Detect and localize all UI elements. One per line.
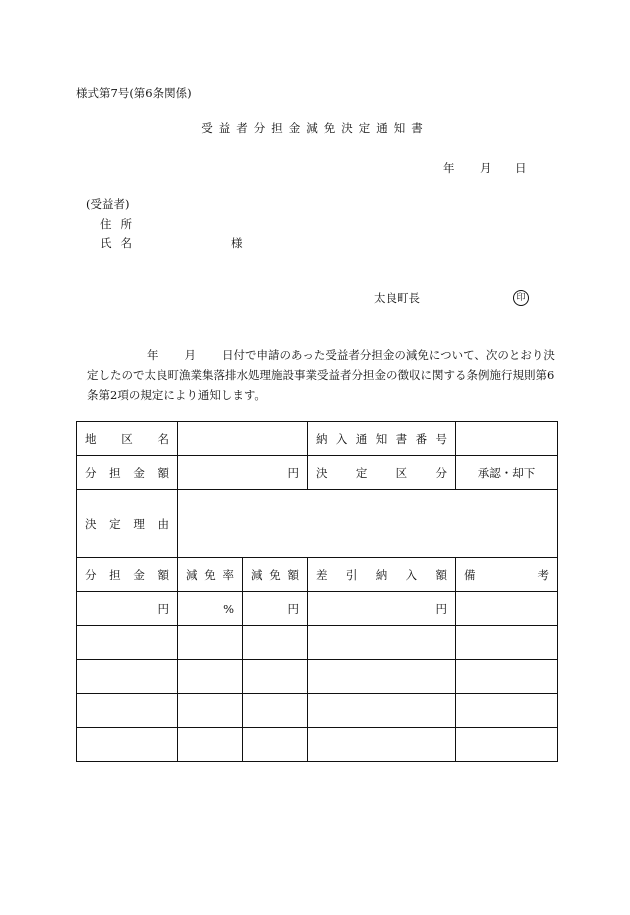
address-label: 住所	[100, 217, 141, 231]
table-header-row	[77, 558, 558, 592]
empty-cell	[77, 660, 178, 694]
decision-category-label: 決定区分	[308, 456, 456, 490]
share-amount-label: 分担金額	[77, 456, 178, 490]
empty-cell	[178, 728, 243, 762]
empty-cell	[308, 694, 456, 728]
col-remarks: 備考	[456, 558, 558, 592]
empty-cell	[243, 728, 308, 762]
col-share-amount: 分担金額	[77, 558, 178, 592]
body-text: 日付で申請のあった受益者分担金の減免について、次のとおり決定したので太良町漁業集落排水処理施設事業受益者分担金の徴収に関する条例施行規則第6条第2項の規定により通知します。	[87, 348, 555, 402]
decision-reason-cell	[178, 490, 558, 558]
table-row	[77, 592, 558, 626]
form-number: 様式第7号(第6条関係)	[76, 86, 192, 100]
empty-cell	[456, 592, 558, 626]
body-month: 月	[184, 348, 196, 362]
empty-cell	[243, 694, 308, 728]
date-year-label: 年	[443, 161, 455, 175]
table-row	[77, 626, 558, 660]
decision-table	[76, 421, 558, 762]
name-label: 氏名	[100, 236, 141, 250]
honorific: 様	[231, 236, 243, 250]
table-row	[77, 694, 558, 728]
empty-cell	[77, 626, 178, 660]
date-day-label: 日	[515, 161, 527, 175]
empty-cell	[77, 694, 178, 728]
empty-cell	[308, 660, 456, 694]
decision-options: 承認・却下	[456, 456, 558, 490]
payment-number-value-cell	[456, 422, 558, 456]
district-value-cell	[178, 422, 308, 456]
empty-cell	[243, 626, 308, 660]
unit-percent: %	[178, 592, 243, 626]
unit-yen: 円	[308, 592, 456, 626]
document-title: 受益者分担金減免決定通知書	[201, 121, 429, 135]
district-label: 地区名	[77, 422, 178, 456]
table-row	[77, 490, 558, 558]
empty-cell	[456, 660, 558, 694]
unit-yen: 円	[243, 592, 308, 626]
empty-cell	[178, 660, 243, 694]
empty-cell	[456, 626, 558, 660]
seal-mark: 印	[513, 290, 529, 306]
decision-reason-label: 決定理由	[77, 490, 178, 558]
empty-cell	[456, 694, 558, 728]
table-row	[77, 456, 558, 490]
date-month-label: 月	[480, 161, 492, 175]
notice-body	[87, 345, 557, 405]
empty-cell	[308, 728, 456, 762]
issuer-name: 太良町長	[374, 291, 420, 305]
col-reduction-rate: 減免率	[178, 558, 243, 592]
empty-cell	[308, 626, 456, 660]
empty-cell	[178, 626, 243, 660]
recipient-label: (受益者)	[86, 197, 130, 211]
col-net-payment: 差引納入額	[308, 558, 456, 592]
table-row	[77, 660, 558, 694]
unit-yen: 円	[77, 592, 178, 626]
empty-cell	[178, 694, 243, 728]
empty-cell	[77, 728, 178, 762]
payment-number-label: 納入通知書番号	[308, 422, 456, 456]
empty-cell	[456, 728, 558, 762]
share-amount-yen: 円	[178, 456, 308, 490]
table-row	[77, 728, 558, 762]
body-year: 年	[147, 348, 159, 362]
empty-cell	[243, 660, 308, 694]
col-reduction-amount: 減免額	[243, 558, 308, 592]
table-row	[77, 422, 558, 456]
